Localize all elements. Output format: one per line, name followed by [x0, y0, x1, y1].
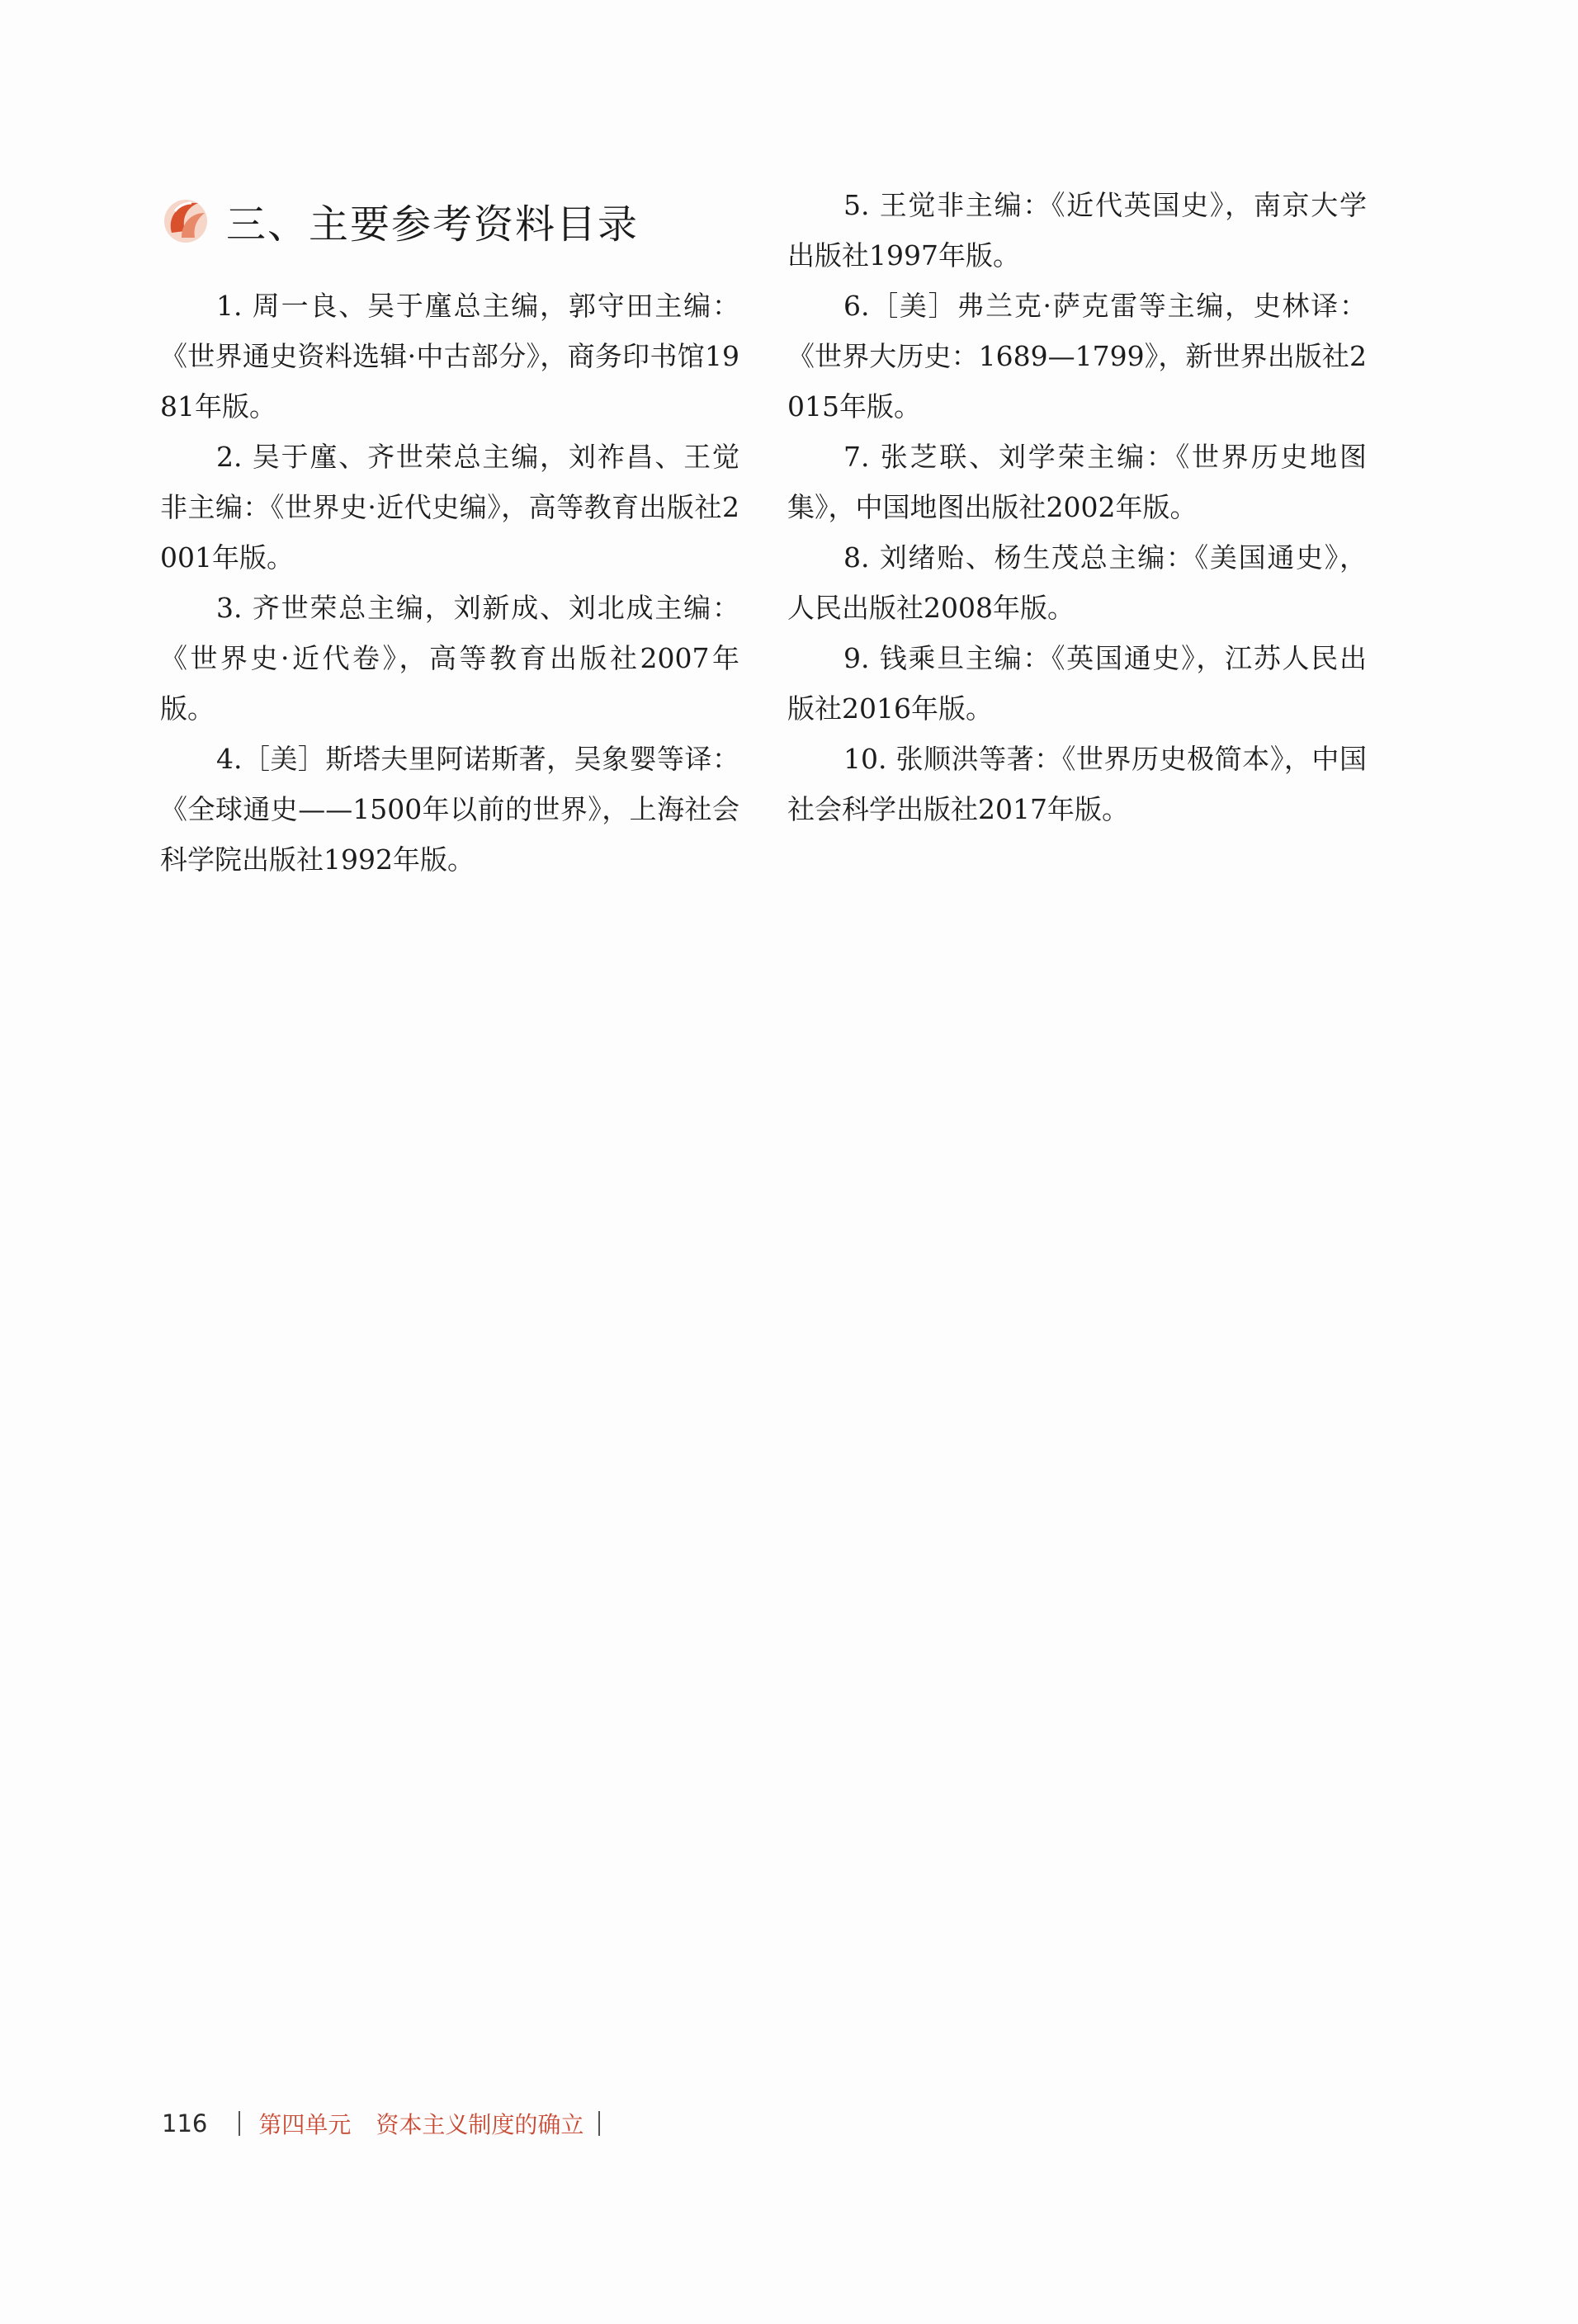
reference-item-8: 8. 刘绪贻、杨生茂总主编：《美国通史》，人民出版社2008年版。: [787, 541, 1367, 624]
reference-item-3: 3. 齐世荣总主编，刘新成、刘北成主编：《世界史·近代卷》，高等教育出版社2007年版。: [160, 592, 739, 725]
footer-divider: [239, 2111, 240, 2136]
references-left-column: [160, 281, 739, 885]
reference-item-2: 2. 吴于廑、齐世荣总主编，刘祚昌、王觉非主编：《世界史·近代史编》，高等教育出版社2001年版。: [160, 441, 739, 574]
references-right-column: [787, 180, 1367, 834]
reference-item-4: 4.［美］斯塔夫里阿诺斯著，吴象婴等译：《全球通史——1500年以前的世界》，上海社会科学院出版社1992年版。: [160, 743, 739, 876]
section-swirl-icon: [157, 191, 215, 249]
reference-item-6: 6.［美］弗兰克·萨克雷等主编，史林译：《世界大历史：1689—1799》，新世界出版社2015年版。: [787, 290, 1367, 423]
footer-divider-end: [598, 2111, 600, 2136]
footer-unit: 第四单元: [258, 2111, 352, 2138]
page-footer: [162, 2103, 600, 2144]
reference-item-7: 7. 张芝联、刘学荣主编：《世界历史地图集》，中国地图出版社2002年版。: [787, 441, 1367, 523]
page-number: 116: [162, 2109, 208, 2137]
reference-item-5: 5. 王觉非主编：《近代英国史》，南京大学出版社1997年版。: [787, 189, 1367, 272]
section-heading: [157, 183, 639, 257]
reference-item-9: 9. 钱乘旦主编：《英国通史》，江苏人民出版社2016年版。: [787, 642, 1367, 725]
reference-item-1: 1. 周一良、吴于廑总主编，郭守田主编：《世界通史资料选辑·中古部分》，商务印书馆1981年版。: [160, 290, 739, 423]
footer-unit-title: 资本主义制度的确立: [376, 2111, 584, 2138]
reference-item-10: 10. 张顺洪等著：《世界历史极简本》，中国社会科学出版社2017年版。: [787, 743, 1367, 825]
section-title: 三、主要参考资料目录: [226, 201, 640, 248]
